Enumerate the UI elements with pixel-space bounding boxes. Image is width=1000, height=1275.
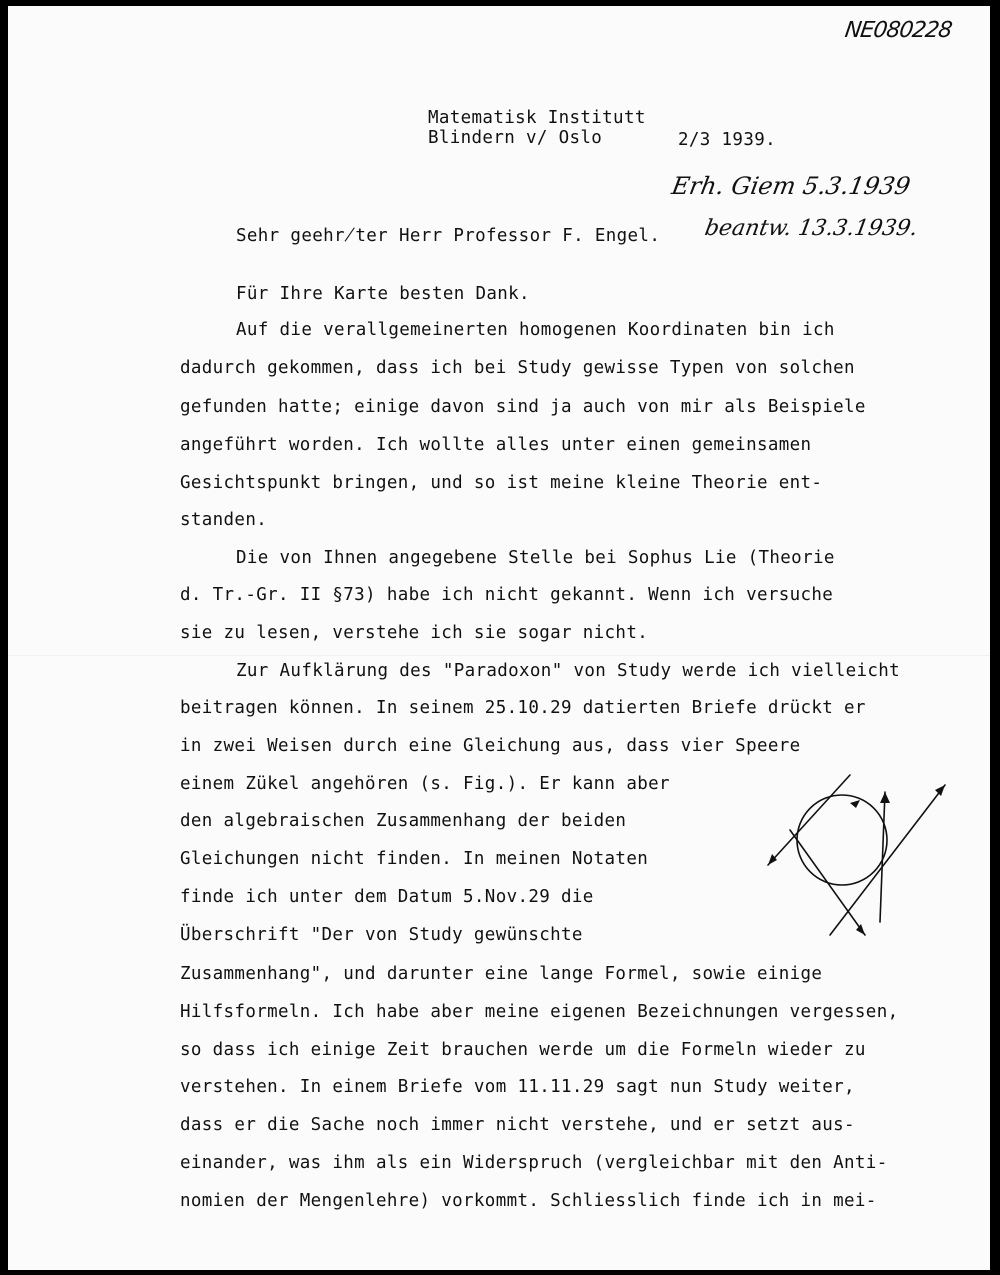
body-line: so dass ich einige Zeit brauchen werde um die Formeln wieder zu: [180, 1040, 866, 1060]
body-line: einem Zükel angehören (s. Fig.). Er kann aber: [180, 774, 670, 794]
body-line: beitragen können. In seinem 25.10.29 datierten Briefe drückt er: [180, 698, 866, 718]
body-line: sie zu lesen, verstehe ich sie sogar nicht.: [180, 623, 649, 643]
body-line: Auf die verallgemeinerten homogenen Koordinaten bin ich: [236, 320, 835, 340]
body-line: dadurch gekommen, dass ich bei Study gewisse Typen von solchen: [180, 358, 855, 378]
letterhead-institute: Matematisk Institutt: [428, 108, 646, 128]
body-line: angeführt worden. Ich wollte alles unter einen gemeinsamen: [180, 435, 812, 455]
body-line: Die von Ihnen angegebene Stelle bei Sophus Lie (Theorie: [236, 548, 835, 568]
body-line: Hilfsformeln. Ich habe aber meine eigenen Bezeichnungen vergessen,: [180, 1002, 899, 1022]
body-line: dass er die Sache noch immer nicht verstehe, und er setzt aus-: [180, 1115, 855, 1135]
body-line: einander, was ihm als ein Widerspruch (vergleichbar mit den Anti-: [180, 1153, 888, 1173]
body-line: Zur Aufklärung des "Paradoxon" von Study werde ich vielleicht: [236, 661, 901, 681]
body-line: finde ich unter dem Datum 5.Nov.29 die: [180, 887, 594, 907]
body-line: Für Ihre Karte besten Dank.: [236, 284, 530, 304]
salutation: Sehr geehr̸ter Herr Professor F. Engel.: [236, 226, 661, 246]
body-line: den algebraischen Zusammenhang der beiden: [180, 811, 627, 831]
body-line: gefunden hatte; einige davon sind ja auch von mir als Beispiele: [180, 397, 866, 417]
archive-number: NE080228: [843, 18, 954, 43]
zykel-figure: [760, 770, 960, 950]
answered-note: beantw. 13.3.1939.: [702, 216, 920, 241]
body-line: Überschrift "Der von Study gewünschte: [180, 925, 583, 945]
letterhead-address: Blindern v/ Oslo: [428, 128, 603, 148]
body-line: in zwei Weisen durch eine Gleichung aus, dass vier Speere: [180, 736, 801, 756]
body-line: nomien der Mengenlehre) vorkommt. Schliesslich finde ich in mei-: [180, 1191, 877, 1211]
body-line: standen.: [180, 510, 268, 530]
body-line: verstehen. In einem Briefe vom 11.11.29 sagt nun Study weiter,: [180, 1077, 855, 1097]
body-line: Gleichungen nicht finden. In meinen Notaten: [180, 849, 649, 869]
body-line: d. Tr.-Gr. II §73) habe ich nicht gekannt. Wenn ich versuche: [180, 585, 834, 605]
paper-fold: [8, 655, 990, 656]
body-line: Zusammenhang", und darunter eine lange Formel, sowie einige: [180, 964, 823, 984]
body-line: Gesichtspunkt bringen, und so ist meine kleine Theorie ent-: [180, 473, 823, 493]
letter-date: 2/3 1939.: [678, 130, 776, 150]
received-note: Erh. Giem 5.3.1939: [669, 172, 913, 200]
